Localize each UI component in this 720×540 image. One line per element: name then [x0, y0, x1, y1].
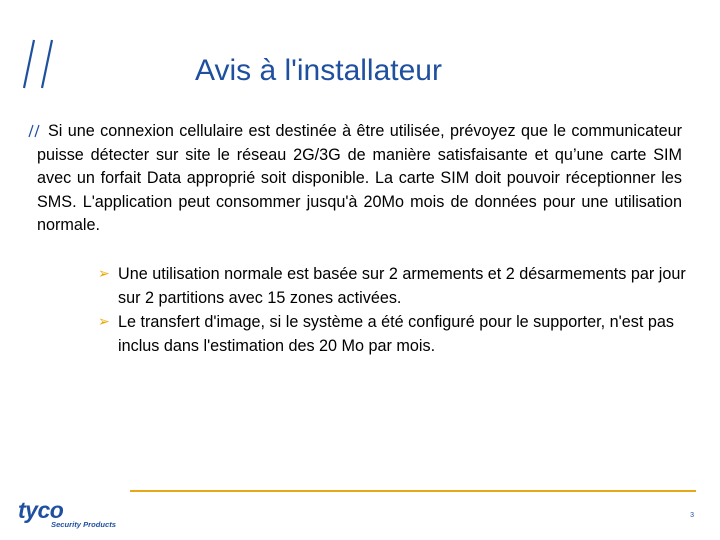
list-item-text: Une utilisation normale est basée sur 2 armements et 2 désarmements par jour sur 2 partitions avec 15 zones activées.: [118, 265, 686, 307]
page-number: 3: [690, 512, 694, 519]
footer-divider: [130, 490, 696, 492]
list-item-text: Le transfert d'image, si le système a été configuré pour le supporter, n'est pas inclus dans l'estimation des 20 Mo par mois.: [118, 313, 674, 355]
slide-title: Avis à l'installateur: [195, 54, 442, 87]
logo-subtitle: Security Products: [51, 520, 116, 529]
paragraph-text: Si une connexion cellulaire est destinée à être utilisée, prévoyez que le communicateur puisse détecter sur site le réseau 2G/3G de manière satisfaisante et qu’une carte SIM avec un forfait Data approprié soit disponible. La carte SIM doit pouvoir réceptionner les SMS. L'application peut consommer jusqu'à 20Mo mois de données pour une utilisation normale.: [37, 122, 682, 234]
double-slash-icon: [22, 38, 56, 90]
double-slash-bullet-icon: [28, 124, 44, 138]
logo-wordmark: tyco: [18, 497, 64, 523]
tyco-logo: [18, 497, 128, 531]
sub-bullet-list: [98, 262, 698, 358]
arrow-bullet-icon: ➢: [98, 314, 110, 330]
arrow-bullet-icon: ➢: [98, 266, 110, 282]
list-item: [98, 262, 698, 310]
main-paragraph: [28, 120, 682, 238]
list-item: [98, 310, 698, 358]
